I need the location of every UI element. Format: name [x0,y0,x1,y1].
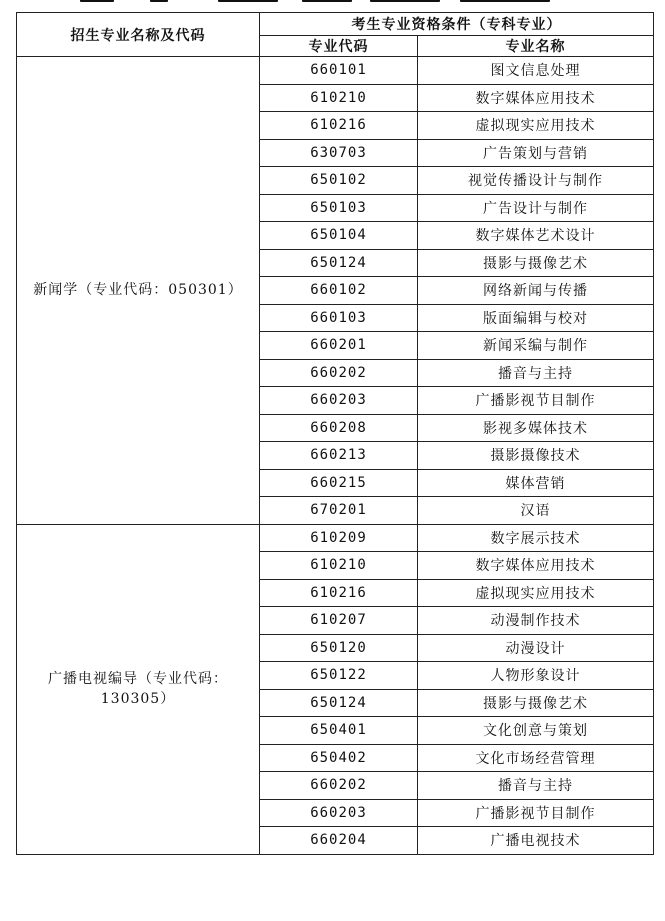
program-name: 摄影与摄像艺术 [418,689,654,717]
program-code: 660203 [260,387,418,415]
program-name: 动漫设计 [418,634,654,662]
program-name: 网络新闻与传播 [418,277,654,305]
enrollment-major: 广播电视编导（专业代码：130305） [17,524,260,854]
program-code: 610210 [260,552,418,580]
program-code: 650124 [260,249,418,277]
program-name: 广播电视技术 [418,827,654,855]
program-code: 610207 [260,607,418,635]
program-code: 670201 [260,497,418,525]
program-name: 广告设计与制作 [418,194,654,222]
program-code: 660202 [260,772,418,800]
program-name: 文化创意与策划 [418,717,654,745]
cropped-title-strip [40,0,600,6]
program-name: 数字媒体应用技术 [418,84,654,112]
program-name: 新闻采编与制作 [418,332,654,360]
program-name: 播音与主持 [418,359,654,387]
header-major: 招生专业名称及代码 [17,13,260,57]
program-name: 文化市场经营管理 [418,744,654,772]
program-code: 660215 [260,469,418,497]
program-code: 660103 [260,304,418,332]
program-name: 视觉传播设计与制作 [418,167,654,195]
program-code: 660102 [260,277,418,305]
program-code: 610216 [260,579,418,607]
program-code: 660101 [260,57,418,85]
header-group-title: 考生专业资格条件（专科专业） [260,13,654,36]
program-code: 660202 [260,359,418,387]
table-body [17,57,654,855]
major-requirements-table [16,12,654,855]
program-code: 610209 [260,524,418,552]
program-code: 650122 [260,662,418,690]
program-code: 630703 [260,139,418,167]
enrollment-major: 新闻学（专业代码：050301） [17,57,260,525]
program-name: 摄影摄像技术 [418,442,654,470]
program-name: 数字媒体应用技术 [418,552,654,580]
header-name: 专业名称 [418,36,654,57]
program-name: 影视多媒体技术 [418,414,654,442]
program-name: 广播影视节目制作 [418,387,654,415]
table-row [17,57,654,85]
program-code: 650103 [260,194,418,222]
program-name: 虚拟现实应用技术 [418,112,654,140]
program-code: 650104 [260,222,418,250]
program-code: 660201 [260,332,418,360]
program-name: 人物形象设计 [418,662,654,690]
program-name: 摄影与摄像艺术 [418,249,654,277]
program-code: 650124 [260,689,418,717]
program-name: 虚拟现实应用技术 [418,579,654,607]
program-name: 数字媒体艺术设计 [418,222,654,250]
program-code: 660203 [260,799,418,827]
program-code: 650402 [260,744,418,772]
program-name: 数字展示技术 [418,524,654,552]
program-name: 版面编辑与校对 [418,304,654,332]
program-code: 650102 [260,167,418,195]
program-name: 动漫制作技术 [418,607,654,635]
program-name: 广告策划与营销 [418,139,654,167]
program-code: 660213 [260,442,418,470]
program-name: 媒体营销 [418,469,654,497]
program-code: 660204 [260,827,418,855]
program-name: 广播影视节目制作 [418,799,654,827]
program-name: 图文信息处理 [418,57,654,85]
program-name: 播音与主持 [418,772,654,800]
program-code: 650120 [260,634,418,662]
program-code: 660208 [260,414,418,442]
program-name: 汉语 [418,497,654,525]
table-row [17,524,654,552]
program-code: 650401 [260,717,418,745]
program-code: 610216 [260,112,418,140]
header-code: 专业代码 [260,36,418,57]
program-code: 610210 [260,84,418,112]
